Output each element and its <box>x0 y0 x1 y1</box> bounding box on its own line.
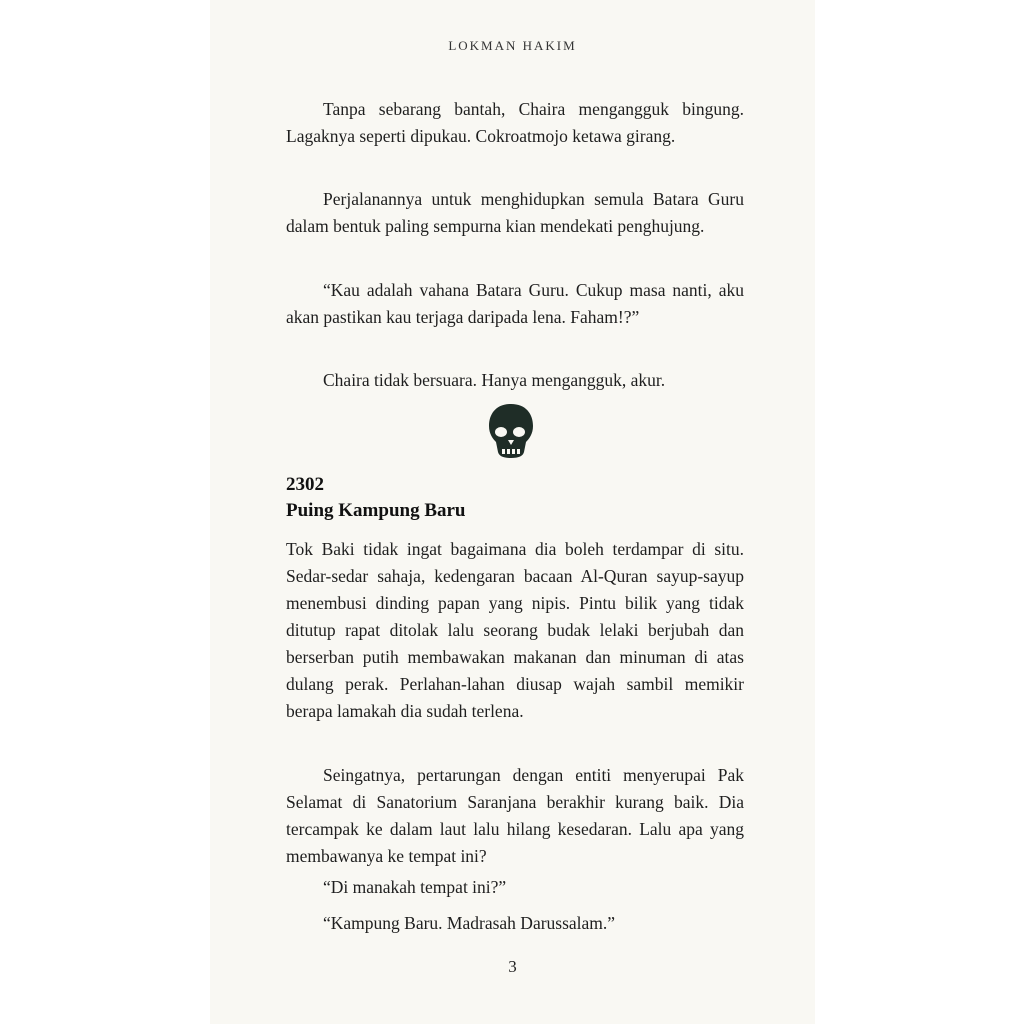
page-number: 3 <box>508 957 517 976</box>
paragraph <box>286 536 744 725</box>
paragraph <box>286 874 744 901</box>
book-page <box>210 0 815 1024</box>
paragraph <box>286 186 744 240</box>
paragraph <box>286 910 744 937</box>
paragraph-text: “Kau adalah vahana Batara Guru. Cukup masa nanti, aku akan pastikan kau terjaga daripada lena. Faham!?” <box>286 280 744 327</box>
paragraph <box>286 96 744 150</box>
paragraph-text: “Di manakah tempat ini?” <box>323 877 507 897</box>
paragraph-text: Seingatnya, pertarungan dengan entiti menyerupai Pak Selamat di Sanatorium Saranjana berakhir kurang baik. Dia tercampak ke dalam laut lalu hilang kesedaran. Lalu apa yang membawanya ke tempat ini? <box>286 765 744 866</box>
paragraph-text: Chaira tidak bersuara. Hanya mengangguk, akur. <box>323 370 666 390</box>
paragraph <box>286 762 744 870</box>
paragraph <box>286 367 744 394</box>
paragraph <box>286 277 744 331</box>
paragraph-text: Tok Baki tidak ingat bagaimana dia boleh terdampar di situ. Sedar-sedar sahaja, kedengaran bacaan Al-Quran sayup-sayup menembusi dinding papan yang nipis. Pintu bilik yang tidak ditutup rapat ditolak lalu seorang budak lelaki berjubah dan berserban putih membawakan makanan dan minuman di atas dulang perak. Perlahan-lahan diusap wajah sambil memikir berapa lamakah dia sudah terlena. <box>286 539 744 721</box>
paragraph-text: Tanpa sebarang bantah, Chaira mengangguk bingung. Lagaknya seperti dipukau. Cokroatmojo ketawa girang. <box>286 99 744 146</box>
chapter-title: Puing Kampung Baru <box>286 500 466 521</box>
running-header: LOKMAN HAKIM <box>448 38 577 53</box>
chapter-number: 2302 <box>286 474 324 495</box>
paragraph-text: Perjalanannya untuk menghidupkan semula Batara Guru dalam bentuk paling sempurna kian mendekati penghujung. <box>286 189 744 236</box>
skull-icon <box>486 402 536 460</box>
paragraph-text: “Kampung Baru. Madrasah Darussalam.” <box>323 913 616 933</box>
